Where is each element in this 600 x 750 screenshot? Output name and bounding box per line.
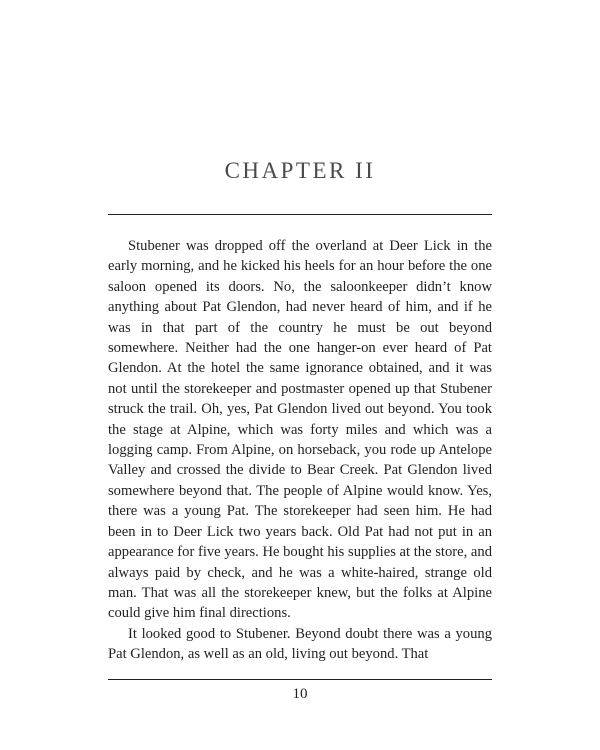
chapter-title: CHAPTER II: [224, 158, 376, 183]
paragraph: Stubener was dropped off the overland at Deer Lick in the early morning, and he kicked his heels for an hour before the one saloon opened its doors. No, the saloonkeeper didn’t know anything about Pat Glendon, had never heard of him, and if he was in that part of the country he must be out beyond somewhere. Neither had the one hanger-on ever heard of Pat Glendon. At the hotel the same ignorance obtained, and it was not until the storekeeper and postmaster opened up that Stubener struck the trail. Oh, yes, Pat Glendon lived out beyond. You took the stage at Alpine, which was forty miles and which was a logging camp. From Alpine, on horseback, you rode up Antelope Valley and crossed the divide to Bear Creek. Pat Glendon lived somewhere beyond that. The people of Alpine would know. Yes, there was a young Pat. The storekeeper had seen him. He had been in to Deer Lick two years back. Old Pat had not put in an appearance for five years. He bought his supplies at the store, and always paid by check, and he was a white-haired, strange old man. That was all the storekeeper knew, but the folks at Alpine could give him final directions.: [108, 238, 492, 622]
footer-rule: [108, 679, 492, 680]
paragraph: It looked good to Stubener. Beyond doubt there was a young Pat Glendon, as well as an old, living out beyond. That: [108, 625, 492, 663]
page-number: 10: [292, 686, 308, 702]
body-text: [108, 236, 492, 665]
chapter-divider-rule: [108, 214, 492, 215]
